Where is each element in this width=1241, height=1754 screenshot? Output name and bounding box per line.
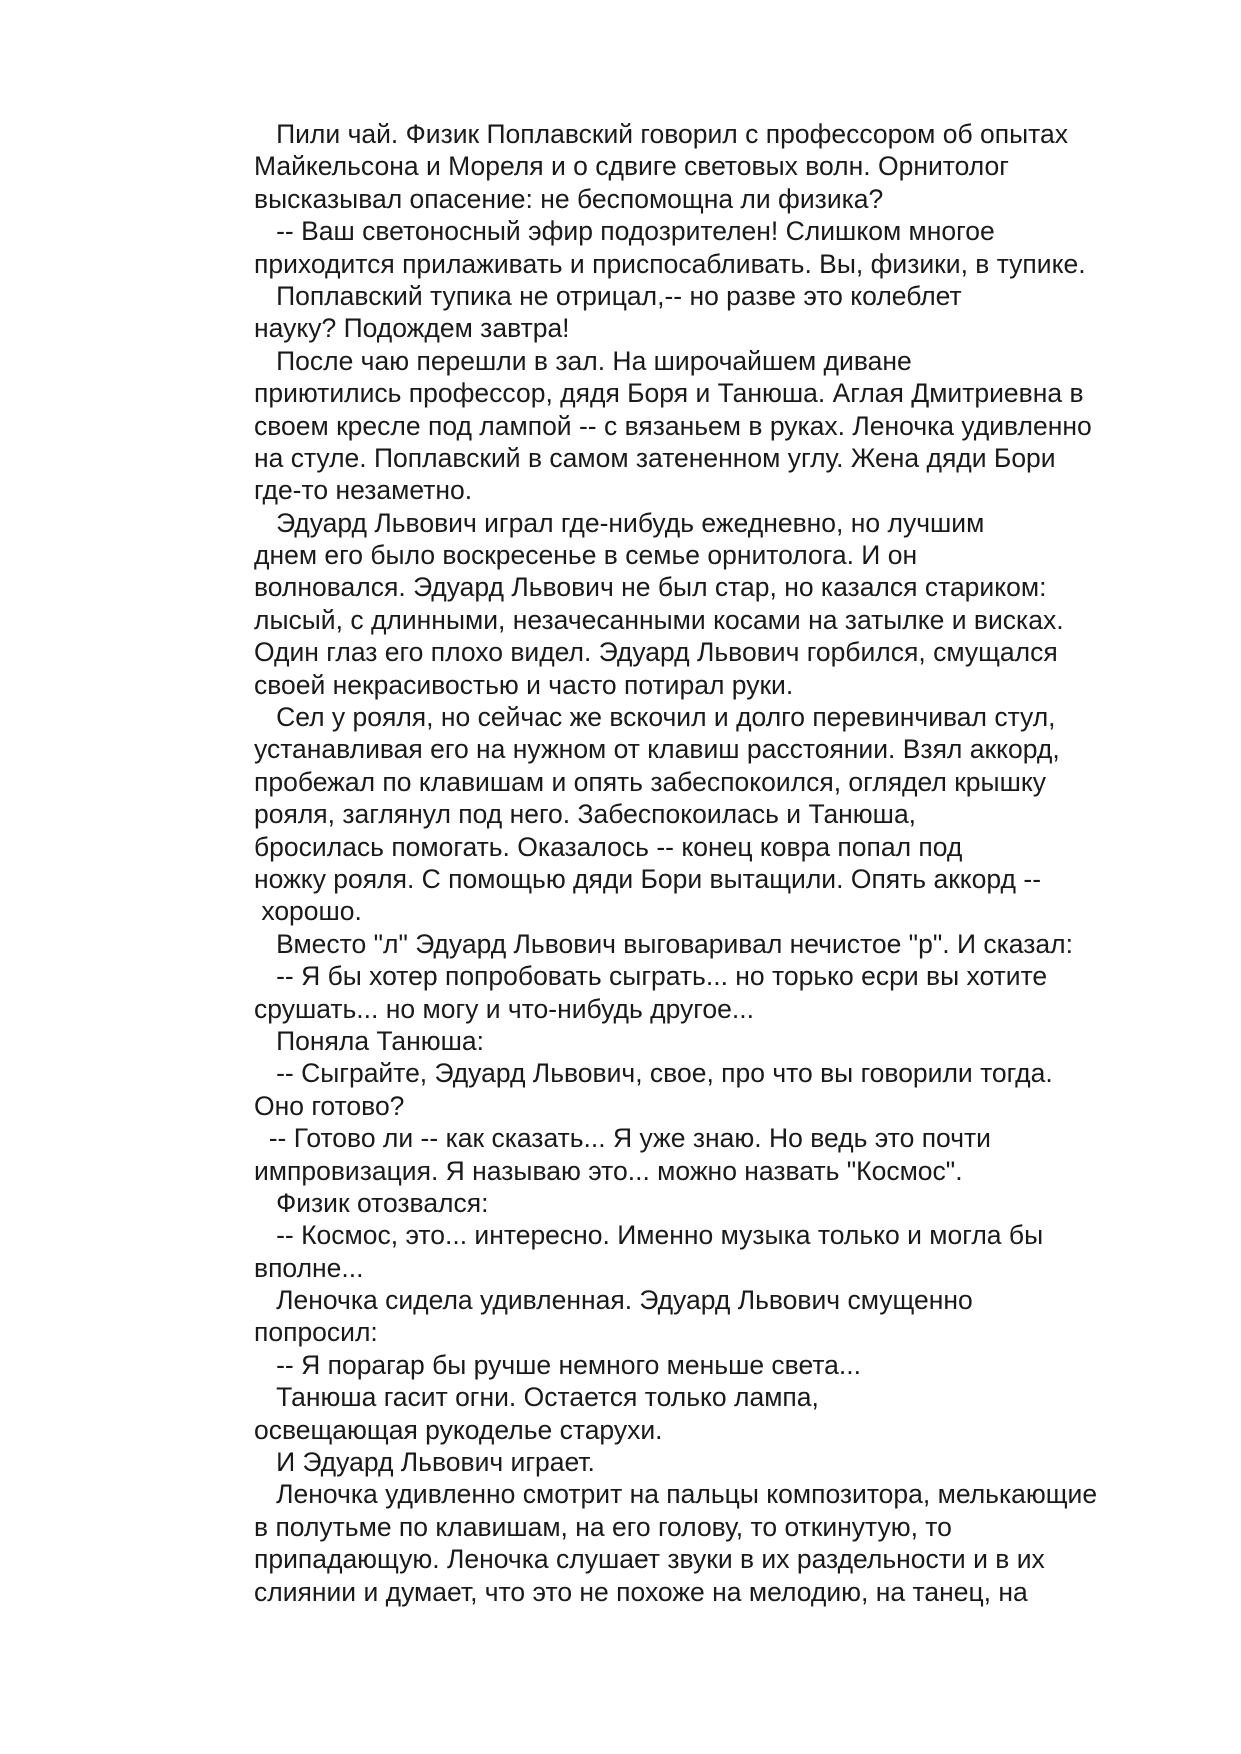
- text-line: Один глаз его плохо видел. Эдуард Львович горбился, смущался: [254, 637, 1058, 668]
- text-line: где-то незаметно.: [254, 475, 473, 506]
- text-line: попросил:: [254, 1317, 378, 1348]
- text-line: Поплавский тупика не отрицал,-- но разве это колеблет: [254, 280, 962, 311]
- text-line: Эдуард Львович играл где-нибудь ежедневно, но лучшим: [254, 507, 985, 538]
- text-line: Танюша гасит огни. Остается только лампа,: [254, 1382, 819, 1413]
- text-line: днем его было воскресенье в семье орнитолога. И он: [254, 540, 918, 571]
- text-line: -- Я порагар бы ручше немного меньше света...: [254, 1349, 861, 1380]
- text-line: -- Я бы хотер попробовать сыграть... но торько есри вы хотите: [254, 961, 1048, 992]
- text-line: своей некрасивостью и часто потирал руки.: [254, 669, 794, 700]
- text-line: пробежал по клавишам и опять забеспокоился, оглядел крышку: [254, 766, 1046, 797]
- text-line: науку? Подождем завтра!: [254, 313, 570, 344]
- text-line: своем кресле под лампой -- с вязаньем в руках. Леночка удивленно: [254, 410, 1092, 441]
- text-line: импровизация. Я называю это... можно назвать "Космос".: [254, 1155, 963, 1186]
- text-line: на стуле. Поплавский в самом затененном углу. Жена дяди Бори: [254, 442, 1056, 473]
- text-line: Майкельсона и Мореля и о сдвиге световых волн. Орнитолог: [254, 151, 1009, 182]
- text-line: лысый, с длинными, незачесанными косами на затылке и висках.: [254, 604, 1064, 635]
- text-line: -- Ваш светоносный эфир подозрителен! Слишком многое: [254, 216, 995, 247]
- text-line: приютились профессор, дядя Боря и Танюша. Аглая Дмитриевна в: [254, 378, 1084, 409]
- text-line: слиянии и думает, что это не похоже на мелодию, на танец, на: [254, 1576, 1028, 1607]
- text-line: припадающую. Леночка слушает звуки в их раздельности и в их: [254, 1544, 1045, 1575]
- text-line: рояля, заглянул под него. Забеспокоилась и Танюша,: [254, 799, 917, 830]
- text-line: Пили чай. Физик Поплавский говорил с профессором об опытах: [254, 119, 1068, 149]
- text-line: Леночка сидела удивленная. Эдуард Львович смущенно: [254, 1285, 973, 1316]
- text-line: устанавливая его на нужном от клавиш расстоянии. Взял аккорд,: [254, 734, 1060, 765]
- text-line: Физик отозвался:: [254, 1187, 489, 1218]
- text-line: -- Космос, это... интересно. Именно музыка только и могла бы: [254, 1220, 1044, 1251]
- text-line: -- Сыграйте, Эдуард Львович, свое, про что вы говорили тогда.: [254, 1058, 1053, 1089]
- text-line: бросилась помогать. Оказалось -- конец ковра попал под: [254, 831, 963, 862]
- text-line: -- Готово ли -- как сказать... Я уже знаю. Но ведь это почти: [254, 1123, 991, 1154]
- text-line: Сел у рояля, но сейчас же вскочил и долго перевинчивал стул,: [254, 702, 1056, 733]
- text-line: приходится прилаживать и приспосабливать. Вы, физики, в тупике.: [254, 248, 1086, 279]
- text-line: Поняла Танюша:: [254, 1025, 485, 1056]
- document-text: [254, 118, 1174, 1608]
- text-line: ножку рояля. С помощью дяди Бори вытащили. Опять аккорд --: [254, 863, 1042, 894]
- text-line: освещающая рукоделье старухи.: [254, 1414, 663, 1445]
- text-line: Оно готово?: [254, 1090, 405, 1121]
- text-line: После чаю перешли в зал. На широчайшем диване: [254, 345, 912, 376]
- text-line: в полутьме по клавишам, на его голову, то откинутую, то: [254, 1511, 952, 1542]
- text-line: И Эдуард Львович играет.: [254, 1447, 595, 1478]
- text-line: Вместо "л" Эдуард Львович выговаривал нечистое "р". И сказал:: [254, 928, 1073, 959]
- text-line: высказывал опасение: не беспомощна ли физика?: [254, 183, 884, 214]
- text-line: вполне...: [254, 1252, 364, 1283]
- text-line: волновался. Эдуард Львович не был стар, но казался стариком:: [254, 572, 1047, 603]
- text-line: Леночка удивленно смотрит на пальцы композитора, мелькающие: [254, 1479, 1098, 1510]
- text-line: срушать... но могу и что-нибудь другое...: [254, 993, 754, 1024]
- text-line: хорошо.: [254, 896, 362, 927]
